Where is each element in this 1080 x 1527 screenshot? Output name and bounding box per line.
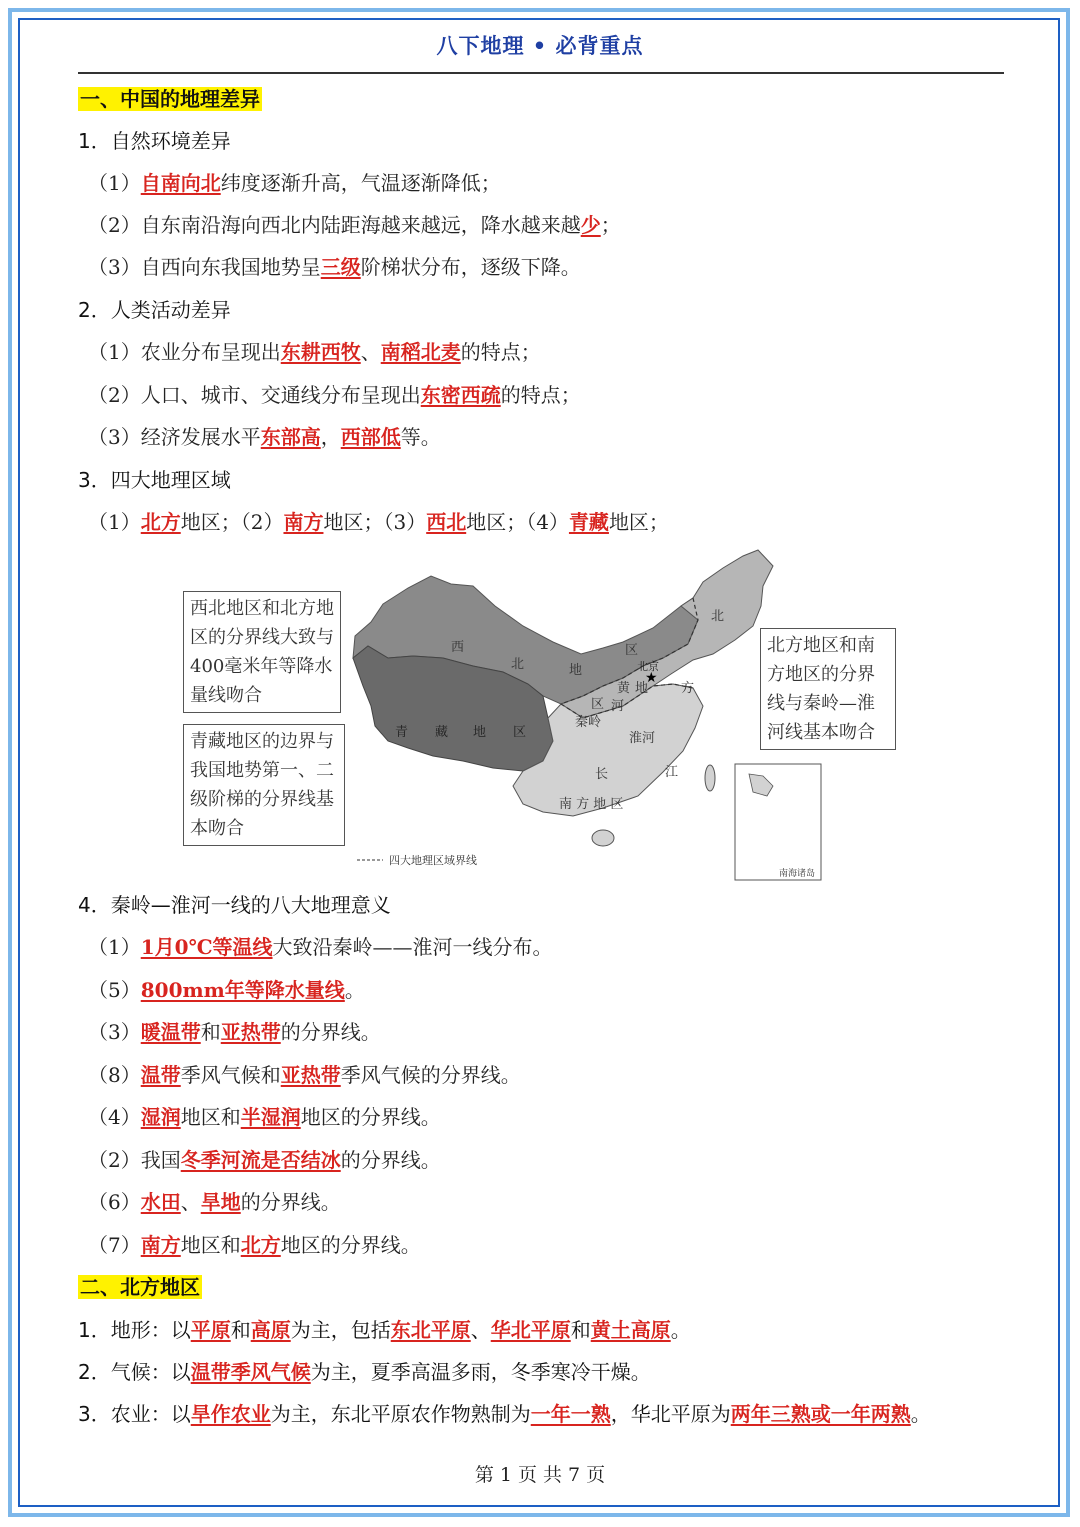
map-label: 北 bbox=[711, 609, 725, 624]
map-label: 地 bbox=[473, 725, 487, 740]
list-item: 3．农业：以旱作农业为主，东北平原农作物熟制为一年一熟，华北平原为两年三熟或一年两熟。 bbox=[78, 1402, 931, 1426]
map-label-beijing: 北京 bbox=[637, 660, 659, 673]
china-regions-map-figure bbox=[183, 546, 898, 886]
list-item: （2）自东南沿海向西北内陆距海越来越远，降水越来越少； bbox=[88, 213, 621, 237]
list-item: （2）我国冬季河流是否结冰的分界线。 bbox=[88, 1148, 441, 1172]
list-item: （3）自西向东我国地势呈三级阶梯状分布，逐级下降。 bbox=[88, 255, 581, 279]
map-label-qinling: 秦岭 bbox=[575, 715, 602, 730]
subheading-regions: 3．四大地理区域 bbox=[78, 468, 231, 492]
map-label: 地 bbox=[569, 663, 583, 678]
list-item: （5）800mm年等降水量线。 bbox=[88, 978, 365, 1002]
map-label: 江 bbox=[665, 765, 679, 780]
note-qingzang-boundary: 青藏地区的边界与我国地势第一、二级阶梯的分界线基本吻合 bbox=[183, 724, 345, 846]
list-item: 1．地形：以平原和高原为主，包括东北平原、华北平原和黄土高原。 bbox=[78, 1318, 691, 1342]
subheading-human: 2．人类活动差异 bbox=[78, 298, 231, 322]
list-item: （2）人口、城市、交通线分布呈现出东密西疏的特点； bbox=[88, 383, 581, 407]
map-label: 区 bbox=[625, 643, 639, 658]
subheading-qinling: 4．秦岭—淮河一线的八大地理意义 bbox=[78, 893, 391, 917]
section-heading-1 bbox=[78, 84, 262, 114]
map-label: 西 bbox=[451, 640, 465, 655]
page-header-title: 八下地理 • 必背重点 bbox=[436, 34, 644, 58]
beijing-star-icon: ★ bbox=[645, 670, 658, 686]
map-label-south: 南 方 地 区 bbox=[559, 797, 624, 812]
map-label: 北 bbox=[511, 657, 525, 672]
header-divider bbox=[78, 72, 1004, 74]
map-label: 黄 bbox=[617, 681, 631, 696]
list-item: （8）温带季风气候和亚热带季风气候的分界线。 bbox=[88, 1063, 521, 1087]
note-northwest-boundary: 西北地区和北方地区的分界线大致与400毫米年等降水量线吻合 bbox=[183, 591, 341, 713]
south-china-sea-inset bbox=[735, 764, 821, 880]
list-item: （1）农业分布呈现出东耕西牧、南稻北麦的特点； bbox=[88, 340, 541, 364]
map-label: 长 bbox=[595, 767, 609, 782]
map-label: 方 bbox=[681, 681, 695, 696]
taiwan-island-shape bbox=[705, 765, 715, 791]
map-label-huaihe: 淮河 bbox=[629, 731, 656, 746]
list-item: （3）经济发展水平东部高，西部低等。 bbox=[88, 425, 441, 449]
list-item: （7）南方地区和北方地区的分界线。 bbox=[88, 1233, 421, 1257]
list-item: （6）水田、旱地的分界线。 bbox=[88, 1190, 341, 1214]
map-label: 藏 bbox=[435, 725, 449, 740]
map-label: 区 bbox=[513, 725, 527, 740]
hainan-island-shape bbox=[592, 830, 614, 846]
section-title: 二、北方地区 bbox=[80, 1275, 200, 1299]
legend-label: 四大地理区域界线 bbox=[389, 854, 477, 867]
section-heading-2 bbox=[78, 1272, 202, 1302]
list-item: （3）暖温带和亚热带的分界线。 bbox=[88, 1020, 381, 1044]
list-item: 2．气候：以温带季风气候为主，夏季高温多雨，冬季寒冷干燥。 bbox=[78, 1360, 651, 1384]
list-item: （4）湿润地区和半湿润地区的分界线。 bbox=[88, 1105, 441, 1129]
section-title: 一、中国的地理差异 bbox=[80, 87, 260, 111]
list-item: （1）自南向北纬度逐渐升高，气温逐渐降低； bbox=[88, 171, 501, 195]
inset-label: 南海诸岛 bbox=[779, 869, 816, 879]
note-north-south-boundary: 北方地区和南方地区的分界线与秦岭—淮河线基本吻合 bbox=[760, 628, 896, 750]
regions-list: （1）北方地区；（2）南方地区；（3）西北地区；（4）青藏地区； bbox=[88, 510, 669, 534]
subheading-natural: 1．自然环境差异 bbox=[78, 129, 231, 153]
map-label: 区 bbox=[591, 697, 605, 712]
map-label: 河 bbox=[611, 699, 625, 714]
list-item: （1）1月0℃等温线大致沿秦岭——淮河一线分布。 bbox=[88, 935, 553, 959]
map-label: 地 bbox=[635, 681, 649, 696]
map-label: 青 bbox=[395, 725, 409, 740]
page-footer: 第 1 页 共 7 页 bbox=[474, 1464, 606, 1486]
